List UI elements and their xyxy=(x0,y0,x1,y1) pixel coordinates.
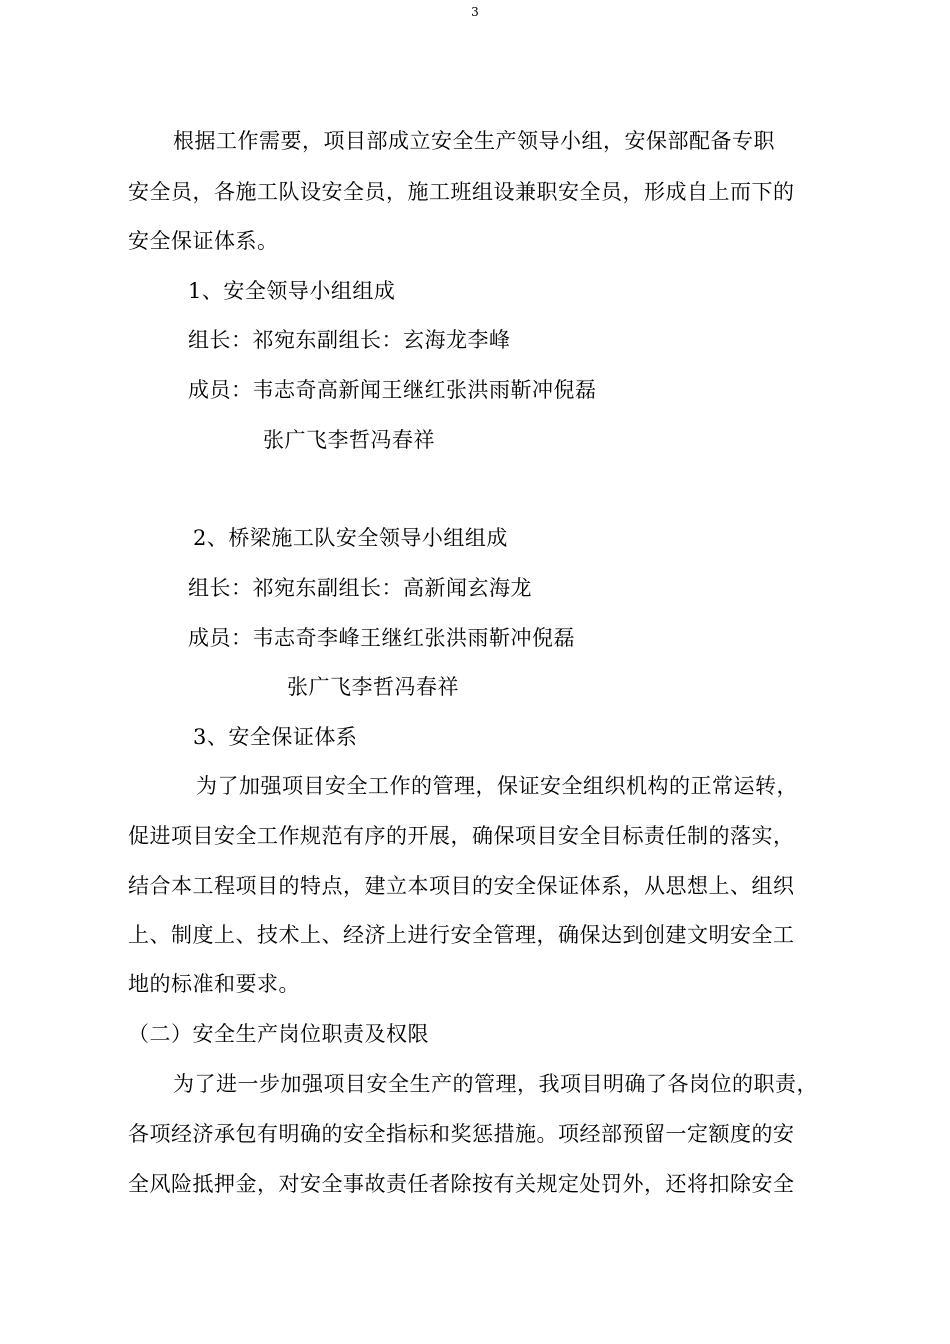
intro-line-3: 安全保证体系。 xyxy=(128,229,279,253)
section-two-line-1: 为了进一步加强项目安全生产的管理，我项目明确了各岗位的职责， xyxy=(173,1072,818,1096)
section-two-heading: （二）安全生产岗位职责及权限 xyxy=(128,1022,429,1046)
section3-heading: 3、安全保证体系 xyxy=(193,725,358,749)
section2-heading: 2、桥梁施工队安全领导小组组成 xyxy=(193,526,508,550)
intro-line-1: 根据工作需要，项目部成立安全生产领导小组，安保部配备专职 xyxy=(173,129,775,153)
intro-line-2: 安全员，各施工队设安全员，施工班组设兼职安全员，形成自上而下的 xyxy=(128,180,795,204)
section1-heading: 1、安全领导小组组成 xyxy=(188,279,396,303)
section3-line-3: 结合本工程项目的特点，建立本项目的安全保证体系，从思想上、组织 xyxy=(128,874,795,898)
section2-members-cont: 张广飞李哲冯春祥 xyxy=(287,675,459,699)
section3-line-2: 促进项目安全工作规范有序的开展，确保项目安全目标责任制的落实， xyxy=(128,824,795,848)
page-number: 3 xyxy=(471,5,479,19)
section3-line-5: 地的标准和要求。 xyxy=(128,972,300,996)
section3-line-4: 上、制度上、技术上、经济上进行安全管理，确保达到创建文明安全工 xyxy=(128,923,795,947)
section1-members: 成员：韦志奇高新闻王继红张洪雨靳冲倪磊 xyxy=(188,378,597,402)
section2-members: 成员：韦志奇李峰王继红张洪雨靳冲倪磊 xyxy=(188,626,575,650)
section2-leader: 组长：祁宛东副组长：高新闻玄海龙 xyxy=(188,576,532,600)
section-two-line-3: 全风险抵押金，对安全事故责任者除按有关规定处罚外，还将扣除安全 xyxy=(128,1172,795,1196)
section3-line-1: 为了加强项目安全工作的管理，保证安全组织机构的正常运转， xyxy=(196,774,798,798)
section-two-line-2: 各项经济承包有明确的安全指标和奖惩措施。项经部预留一定额度的安 xyxy=(128,1122,795,1146)
section1-leader: 组长：祁宛东副组长：玄海龙李峰 xyxy=(188,328,511,352)
section1-members-cont: 张广飞李哲冯春祥 xyxy=(263,428,435,452)
